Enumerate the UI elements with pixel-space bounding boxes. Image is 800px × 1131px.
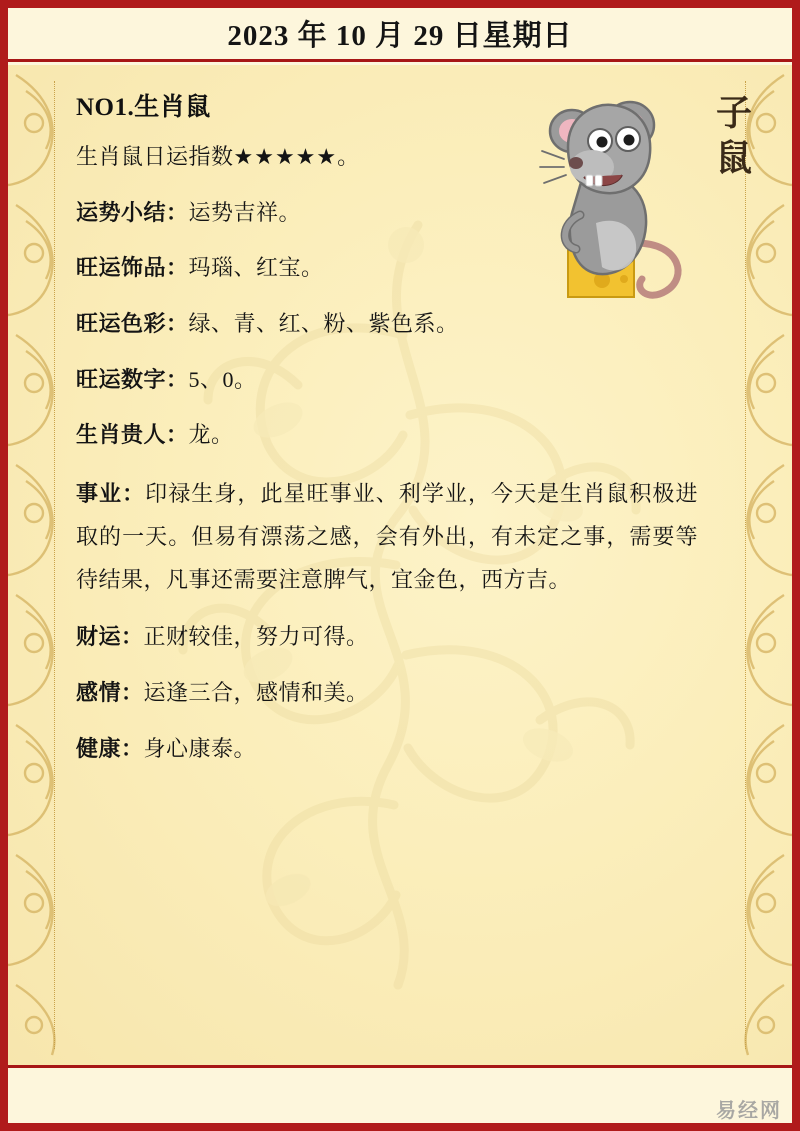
health-label: 健康： (76, 735, 144, 761)
footer-bar (8, 1065, 792, 1123)
health-line (76, 731, 726, 767)
page-title: 2023 年 10 月 29 日星期日 (227, 20, 573, 52)
fortune-row-accessory-value: 玛瑙、红宝。 (188, 255, 324, 281)
fortune-index-stars: ★★★★★ (233, 144, 338, 169)
fortune-index-suffix: 。 (337, 144, 360, 169)
fortune-row-summary-value: 运势吉祥。 (188, 199, 302, 225)
title-bar (8, 8, 792, 62)
fortune-row-color (76, 306, 726, 342)
zodiac-badge-label: 子鼠 (715, 93, 754, 178)
love-line (76, 675, 726, 711)
content-area (8, 65, 792, 1065)
fortune-index-label: 生肖鼠日运指数 (76, 144, 234, 169)
wealth-label: 财运： (76, 624, 144, 650)
fortune-row-accessory (76, 250, 726, 286)
fortune-row-benefactor-label: 生肖贵人： (76, 422, 189, 448)
wealth-line (76, 619, 726, 655)
fortune-row-number-label: 旺运数字： (76, 366, 189, 392)
love-label: 感情： (76, 680, 144, 706)
inner-rule-right (745, 81, 746, 1049)
zodiac-heading: NO1.生肖鼠 (76, 94, 211, 121)
poster-inner (8, 8, 792, 1123)
career-label: 事业： (76, 480, 146, 506)
inner-rule-left (54, 81, 55, 1049)
love-text: 运逢三合，感情和美。 (143, 680, 369, 706)
fortune-row-color-value: 绿、青、红、粉、紫色系。 (188, 310, 459, 336)
fortune-row-summary-label: 运势小结： (76, 199, 189, 225)
health-text: 身心康泰。 (143, 735, 257, 761)
career-text: 印禄生身，此星旺事业、利学业，今天是生肖鼠积极进取的一天。但易有漂荡之感，会有外出，有未定之事，需要等待结果，凡事还需要注意脾气，宜金色，西方吉。 (76, 480, 698, 592)
fortune-row-number-value: 5、0。 (188, 366, 257, 392)
wealth-text: 正财较佳，努力可得。 (143, 624, 369, 650)
career-paragraph (76, 473, 698, 602)
fortune-row-number (76, 362, 726, 398)
fortune-row-benefactor-value: 龙。 (188, 422, 234, 448)
brand-watermark: 易经网 (716, 1100, 782, 1122)
fortune-row-benefactor (76, 417, 726, 453)
fortune-row-accessory-label: 旺运饰品： (76, 255, 189, 281)
fortune-row-summary (76, 195, 726, 231)
fortune-row-color-label: 旺运色彩： (76, 310, 189, 336)
fortune-index-line (76, 139, 726, 175)
fortune-content (76, 87, 726, 786)
